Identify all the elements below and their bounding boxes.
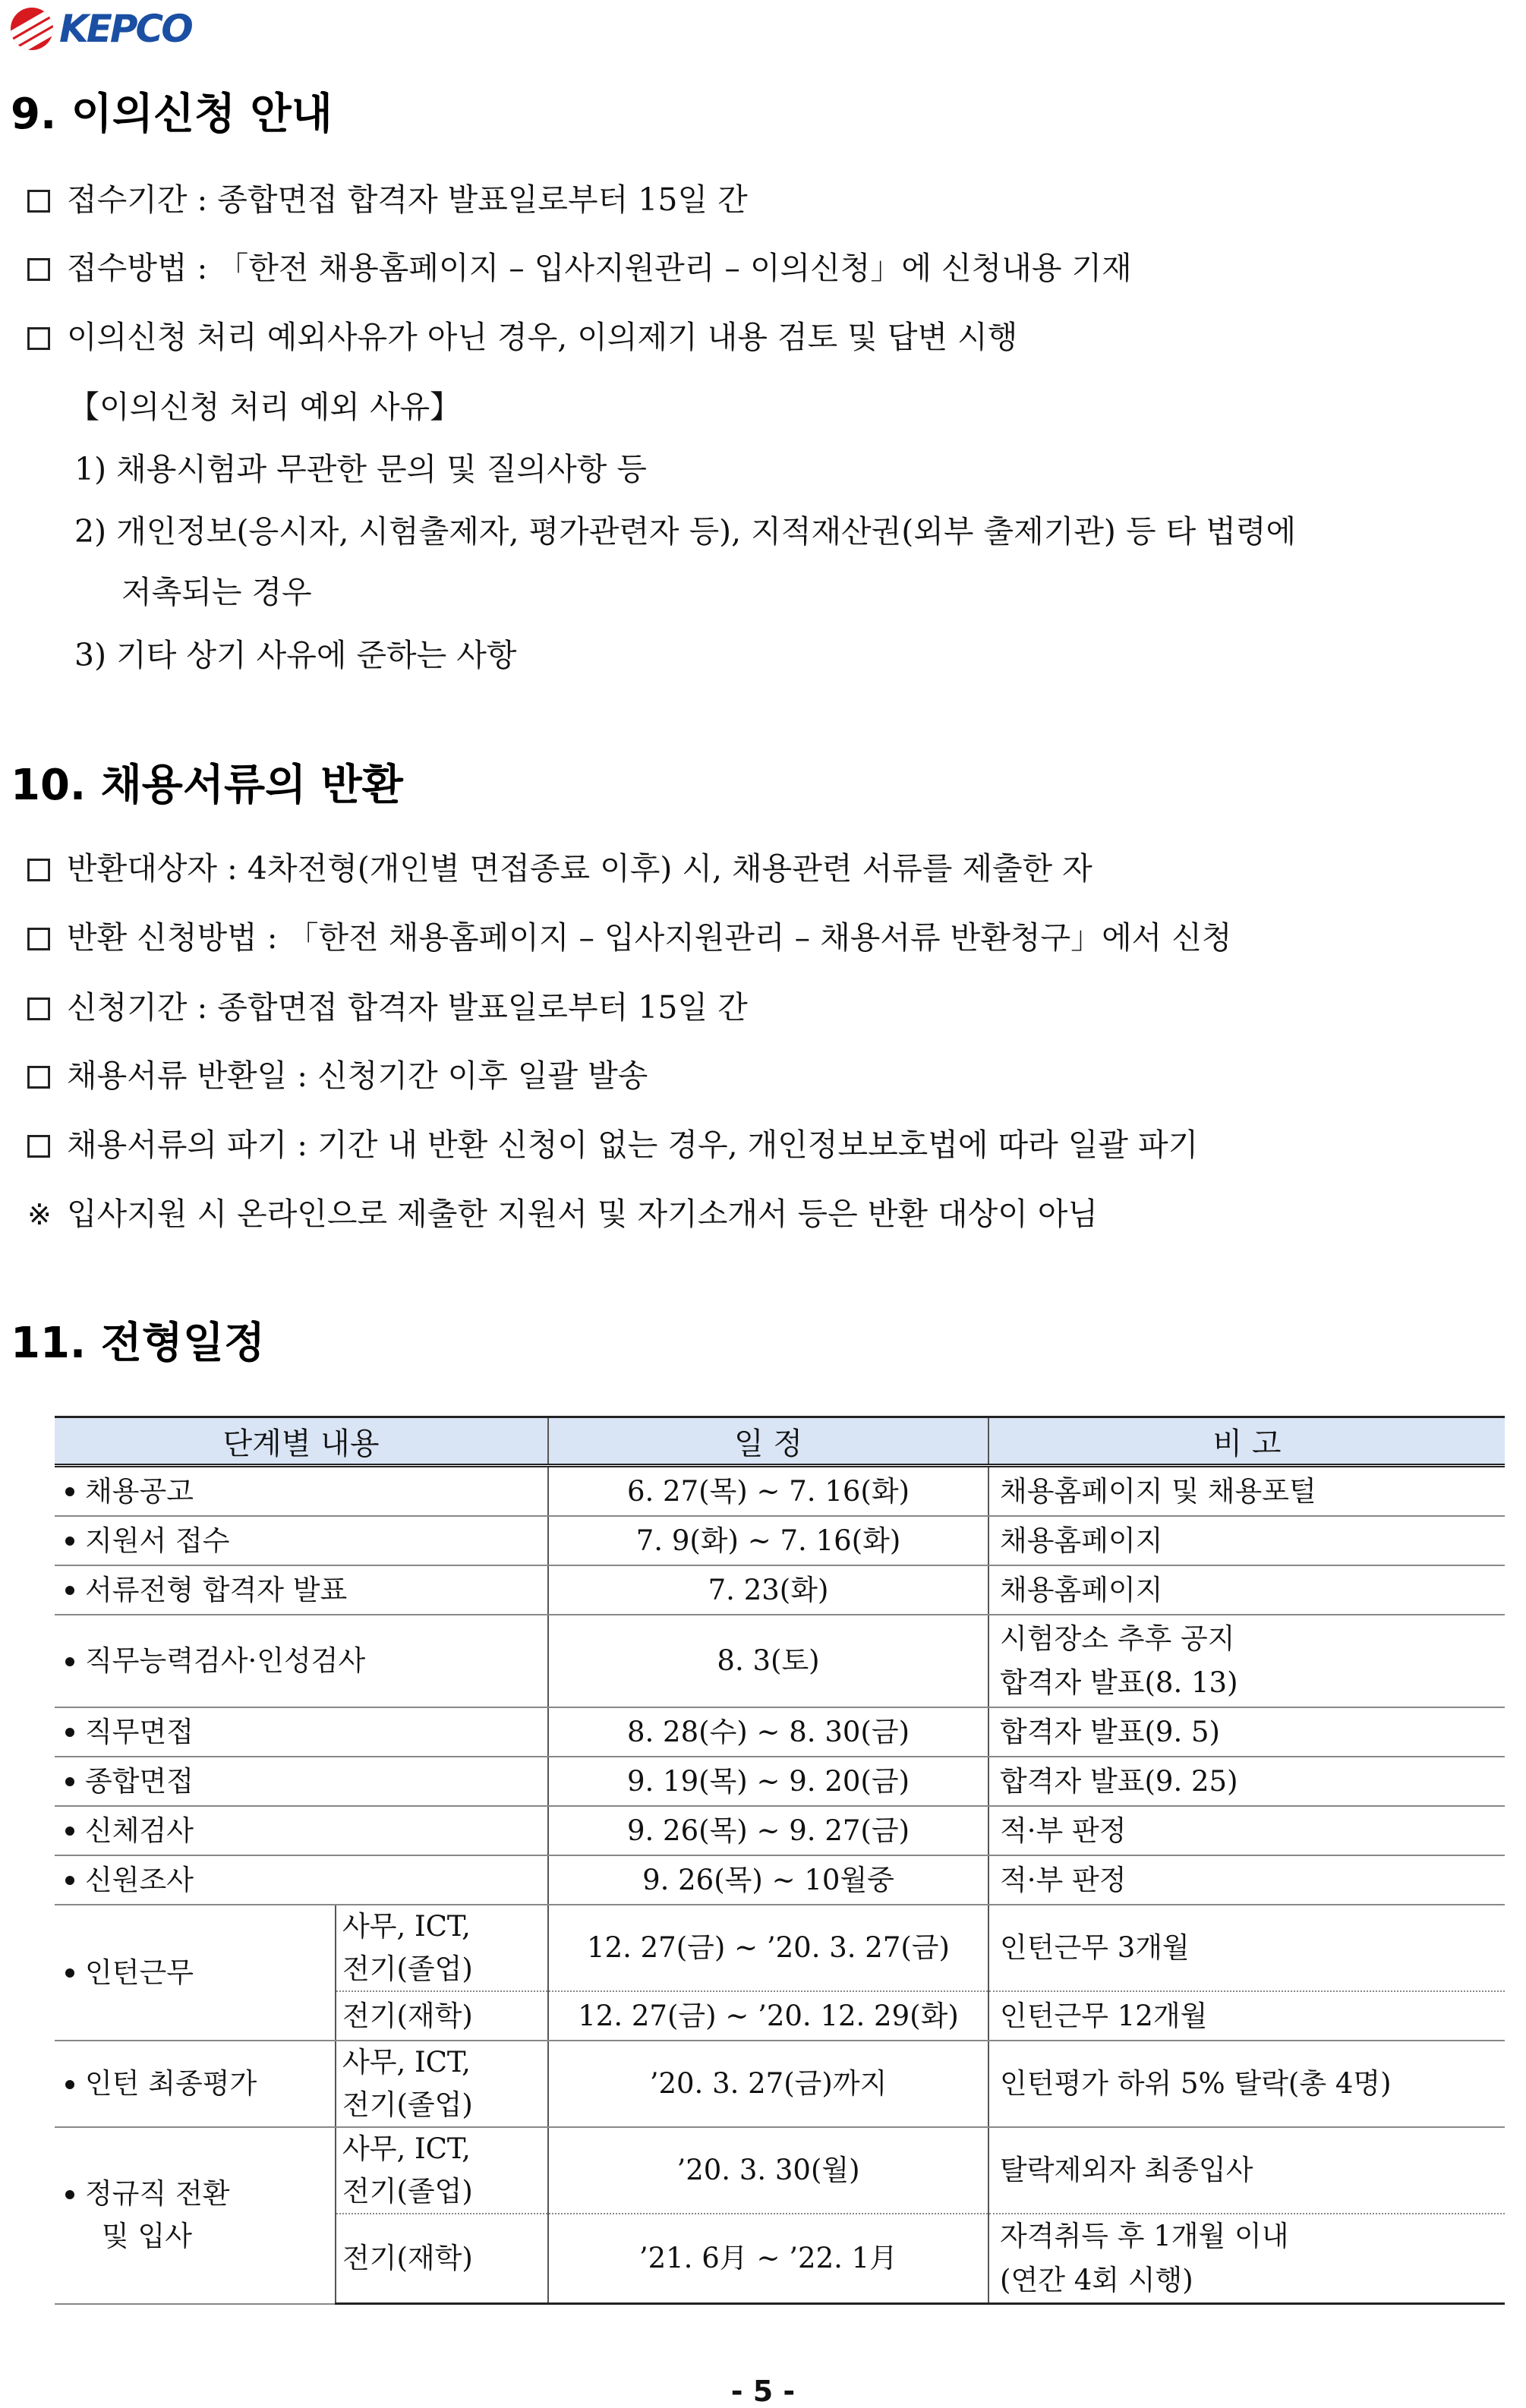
table-row	[55, 1806, 1505, 1855]
date-cell: 9. 26(목) ~ 9. 27(금)	[548, 1806, 988, 1855]
bullet-icon	[65, 1777, 74, 1786]
s10-note: ※ 입사지원 시 온라인으로 제출한 지원서 및 자기소개서 등은 반환 대상이 아님	[27, 1193, 1098, 1236]
table-row	[55, 1905, 1505, 1991]
date-cell: ’21. 6月 ~ ’22. 1月	[548, 2214, 988, 2304]
subgroup-cell: 사무, ICT, 전기(졸업)	[336, 1905, 548, 1991]
stage-cell: 지원서 접수	[85, 1524, 230, 1557]
table-row	[55, 2127, 1505, 2214]
checkbox-square-icon	[27, 998, 50, 1020]
table-row	[55, 1565, 1505, 1615]
s9-item-1: 접수기간 : 종합면접 합격자 발표일로부터 15일 간	[27, 178, 748, 221]
checkbox-square-icon	[27, 1135, 50, 1158]
date-cell: 12. 27(금) ~ ’20. 12. 29(화)	[548, 1991, 988, 2041]
s9-exception-title: 【이의신청 처리 예외 사유】	[68, 389, 462, 425]
checkbox-square-icon	[27, 258, 50, 281]
note-cell: 합격자 발표(9. 5)	[988, 1707, 1505, 1757]
subgroup-cell: 전기(재학)	[336, 1991, 548, 2041]
date-cell: ’20. 3. 27(금)까지	[548, 2041, 988, 2127]
note-cell: 채용홈페이지	[988, 1516, 1505, 1565]
checkbox-square-icon	[27, 859, 50, 881]
checkbox-square-icon	[27, 190, 50, 213]
stage-cell: 인턴근무	[85, 1956, 194, 1989]
stage-cell: 직무면접	[85, 1715, 194, 1748]
logo-text: KEPCO	[59, 7, 191, 51]
table-row	[55, 1757, 1505, 1806]
note-cell: 인턴근무 12개월	[988, 1991, 1505, 2041]
date-cell: 7. 9(화) ~ 7. 16(화)	[548, 1516, 988, 1565]
table-row	[55, 1855, 1505, 1905]
date-cell: 7. 23(화)	[548, 1565, 988, 1615]
s10-item-5: 채용서류의 파기 : 기간 내 반환 신청이 없는 경우, 개인정보보호법에 따라 일괄 파기	[27, 1124, 1198, 1166]
subgroup-cell: 사무, ICT, 전기(졸업)	[336, 2041, 548, 2127]
stage-cell-cont: 및 입사	[102, 2220, 192, 2253]
header-stage: 단계별 내용	[55, 1417, 548, 1466]
date-cell: 8. 3(토)	[548, 1615, 988, 1707]
note-cell: 적·부 판정	[988, 1855, 1505, 1905]
s9-exception-1: 1) 채용시험과 무관한 문의 및 질의사항 등	[74, 451, 647, 487]
note-cell: 채용홈페이지 및 채용포털	[988, 1466, 1505, 1517]
bullet-icon	[65, 1586, 74, 1595]
s10-item-1: 반환대상자 : 4차전형(개인별 면접종료 이후) 시, 채용관련 서류를 제출한 자	[27, 847, 1092, 890]
s9-item-2: 접수방법 : 「한전 채용홈페이지 – 입사지원관리 – 이의신청」에 신청내용 기재	[27, 247, 1132, 289]
table-row	[55, 1707, 1505, 1757]
bullet-icon	[65, 1487, 74, 1496]
checkbox-square-icon	[27, 1066, 50, 1089]
stage-cell: 정규직 전환	[85, 2177, 230, 2211]
bullet-icon	[65, 1657, 74, 1666]
bullet-icon	[65, 1537, 74, 1546]
bullet-icon	[65, 1728, 74, 1737]
stage-cell: 신체검사	[85, 1814, 194, 1847]
header-note: 비 고	[988, 1417, 1505, 1466]
date-cell: 6. 27(목) ~ 7. 16(화)	[548, 1466, 988, 1517]
bullet-icon	[65, 2190, 74, 2199]
stage-cell: 서류전형 합격자 발표	[85, 1573, 348, 1606]
s9-exception-2-cont: 저촉되는 경우	[121, 574, 312, 610]
date-cell: ’20. 3. 30(월)	[548, 2127, 988, 2214]
kepco-emblem-icon	[11, 8, 53, 50]
stage-cell: 채용공고	[85, 1474, 194, 1508]
date-cell: 9. 19(목) ~ 9. 20(금)	[548, 1757, 988, 1806]
table-row	[55, 1615, 1505, 1707]
note-cell: 자격취득 후 1개월 이내 (연간 4회 시행)	[988, 2214, 1505, 2304]
checkbox-square-icon	[27, 928, 50, 950]
section-9-title: 9. 이의신청 안내	[11, 90, 333, 139]
s10-item-4: 채용서류 반환일 : 신청기간 이후 일괄 발송	[27, 1054, 648, 1097]
bullet-icon	[65, 2080, 74, 2089]
section-11-title: 11. 전형일정	[11, 1319, 266, 1368]
bullet-icon	[65, 1968, 74, 1978]
subgroup-cell: 사무, ICT, 전기(졸업)	[336, 2127, 548, 2214]
table-row	[55, 2041, 1505, 2127]
stage-cell: 인턴 최종평가	[85, 2067, 257, 2100]
kepco-logo	[11, 5, 191, 53]
date-cell: 9. 26(목) ~ 10월중	[548, 1855, 988, 1905]
note-cell: 인턴평가 하위 5% 탈락(총 4명)	[988, 2041, 1505, 2127]
s9-item-3: 이의신청 처리 예외사유가 아닌 경우, 이의제기 내용 검토 및 답변 시행	[27, 316, 1017, 358]
note-cell: 적·부 판정	[988, 1806, 1505, 1855]
table-row	[55, 1466, 1505, 1517]
section-10-title: 10. 채용서류의 반환	[11, 761, 403, 810]
note-cell: 인턴근무 3개월	[988, 1905, 1505, 1991]
date-cell: 8. 28(수) ~ 8. 30(금)	[548, 1707, 988, 1757]
bullet-icon	[65, 1826, 74, 1836]
page-number: - 5 -	[730, 2375, 796, 2408]
s9-exception-2: 2) 개인정보(응시자, 시험출제자, 평가관련자 등), 지적재산권(외부 출제기관) 등 타 법령에	[74, 513, 1297, 550]
s10-item-2: 반환 신청방법 : 「한전 채용홈페이지 – 입사지원관리 – 채용서류 반환청구」에서 신청	[27, 916, 1232, 959]
stage-cell: 직무능력검사·인성검사	[85, 1644, 366, 1677]
checkbox-square-icon	[27, 327, 50, 350]
note-cell: 합격자 발표(9. 25)	[988, 1757, 1505, 1806]
table-row	[55, 1516, 1505, 1565]
s9-exception-3: 3) 기타 상기 사유에 준하는 사항	[74, 637, 517, 673]
stage-cell: 신원조사	[85, 1863, 194, 1896]
bullet-icon	[65, 1876, 74, 1885]
note-cell: 탈락제외자 최종입사	[988, 2127, 1505, 2214]
header-date: 일 정	[548, 1417, 988, 1466]
reference-mark-icon: ※	[27, 1198, 52, 1231]
table-header-row	[55, 1417, 1505, 1466]
date-cell: 12. 27(금) ~ ’20. 3. 27(금)	[548, 1905, 988, 1991]
subgroup-cell: 전기(재학)	[336, 2214, 548, 2304]
schedule-table	[55, 1416, 1505, 2305]
note-cell: 채용홈페이지	[988, 1565, 1505, 1615]
s10-item-3: 신청기간 : 종합면접 합격자 발표일로부터 15일 간	[27, 986, 748, 1029]
note-cell: 시험장소 추후 공지 합격자 발표(8. 13)	[988, 1615, 1505, 1707]
stage-cell: 종합면접	[85, 1764, 194, 1798]
